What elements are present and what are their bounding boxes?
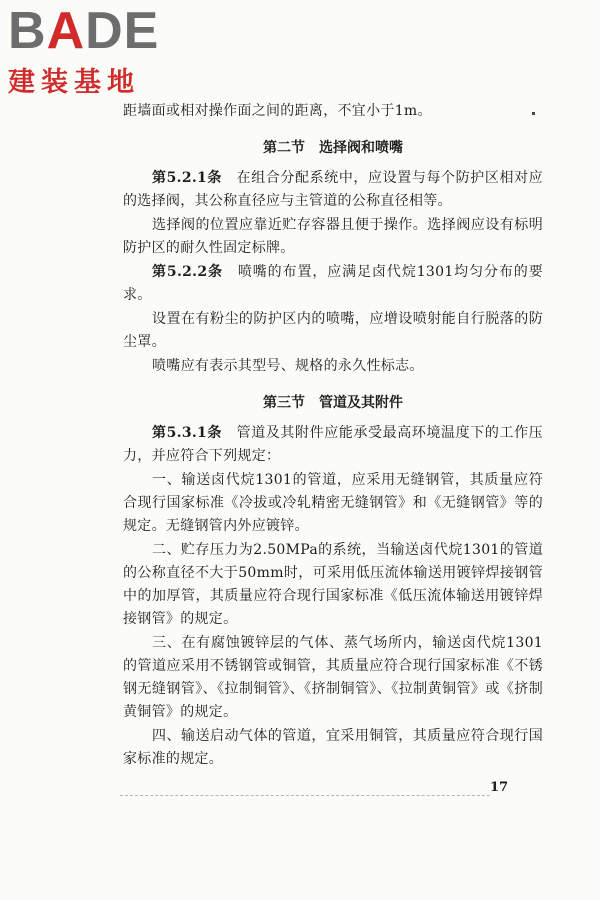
article-label: 第5.3.1条 xyxy=(152,425,222,441)
page-number: 17 xyxy=(490,780,509,795)
logo-accent-letter: A xyxy=(46,2,86,60)
list-item-3: 三、在有腐蚀镀锌层的气体、蒸气场所内，输送卤代烷1301的管道应采用不锈钢管或铜管，其质量应符合现行国家标准《不锈钢无缝钢管》、《拉制铜管》、《挤制铜管》、《拉制黄铜管》或《挤制黄铜管》的规定。 xyxy=(123,635,543,720)
footer-rule xyxy=(120,795,490,796)
article-5-2-2 xyxy=(123,261,543,307)
logo-letters: DE xyxy=(85,2,160,60)
article-text: 在组合分配系统中，应设置与每个防护区相对应的选择阀，其公称直径应与主管道的公称直径相等。 xyxy=(123,170,543,209)
top-line: 距墙面或相对操作面之间的距离，不宜小于1m。 xyxy=(123,103,432,119)
logo-subtitle: 建装基地 xyxy=(8,67,140,98)
section-title: 选择阀和喷嘴 xyxy=(319,140,403,156)
list-item-4: 四、输送启动气体的管道，宜采用铜管，其质量应符合现行国家标准的规定。 xyxy=(123,728,543,767)
section-number: 第三节 xyxy=(263,395,305,411)
section-title: 管道及其附件 xyxy=(319,395,403,411)
article-text: 喷嘴的布置，应满足卤代烷1301均匀分布的要求。 xyxy=(123,264,543,303)
logo-letter: B xyxy=(8,2,47,60)
article-5-2-1 xyxy=(123,167,543,213)
list-item-1: 一、输送卤代烷1301的管道，应采用无缝钢管，其质量应符合现行国家标准《冷拔或冷轧精密无缝钢管》和《无缝钢管》等的规定。无缝钢管内外应镀锌。 xyxy=(123,472,543,534)
logo-wordmark xyxy=(8,4,198,58)
paragraph-nozzle-marking: 喷嘴应有表示其型号、规格的永久性标志。 xyxy=(152,358,424,374)
section-number: 第二节 xyxy=(263,140,305,156)
article-label: 第5.2.2条 xyxy=(152,264,223,280)
article-label: 第5.2.1条 xyxy=(152,170,222,186)
document-page xyxy=(123,100,543,772)
list-item-2: 二、贮存压力为2.50MPa的系统，当输送卤代烷1301的管道的公称直径不大于50mm时，可采用低压流体输送用镀锌焊接钢管中的加厚管，其质量应符合现行国家标准《低压流体输送用镀锌焊接钢管》的规定。 xyxy=(123,542,543,627)
section-heading-2 xyxy=(123,137,543,157)
brand-logo xyxy=(8,4,198,99)
section-heading-3 xyxy=(123,392,543,412)
paragraph-dust-cover: 设置在有粉尘的防护区内的喷嘴，应增设喷射能自行脱落的防尘罩。 xyxy=(123,311,543,350)
article-5-3-1 xyxy=(123,422,543,468)
paragraph-valve-location: 选择阀的位置应靠近贮存容器且便于操作。选择阀应设有标明防护区的耐久性固定标牌。 xyxy=(123,217,543,256)
article-text: 管道及其附件应能承受最高环境温度下的工作压力，并应符合下列规定： xyxy=(123,425,543,464)
